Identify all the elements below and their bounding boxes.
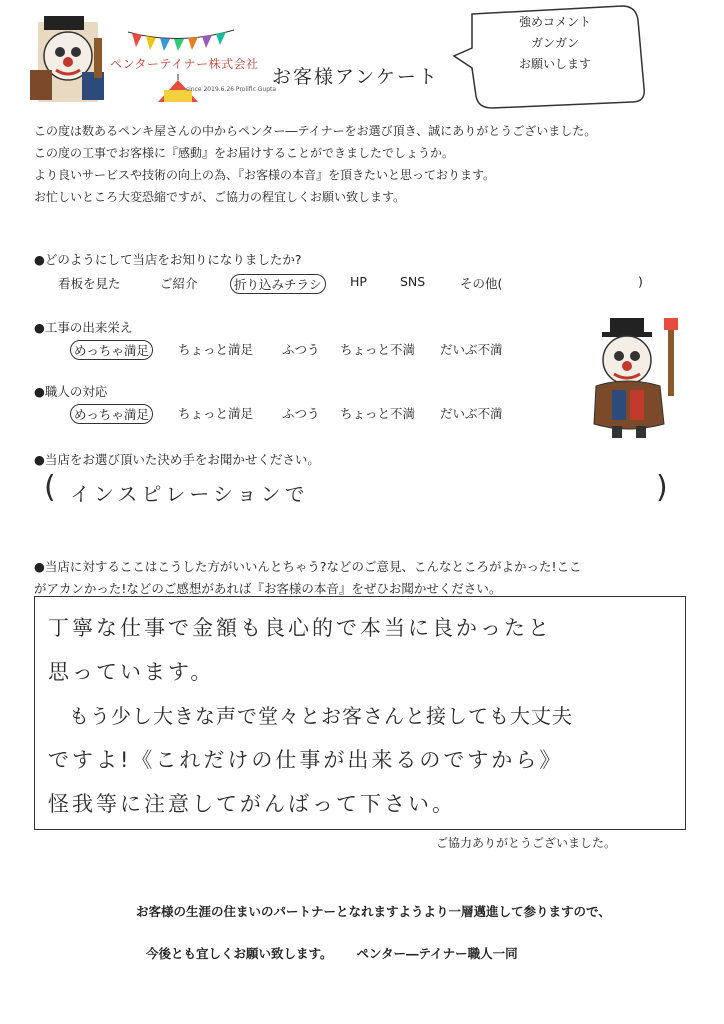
answer-line: ですよ!《これだけの仕事が出来るのですから》	[48, 748, 564, 772]
page-title: お客様アンケート	[272, 66, 439, 88]
answer-line: 怪我等に注意してがんばって下さい。	[48, 792, 456, 816]
option-other-close: )	[638, 274, 643, 289]
footer-signature: ペンター―テイナー職人一同	[356, 946, 518, 961]
footer-line: お客様の生涯の住まいのパートナーとなれますようより一層邁進して参りますので、	[136, 904, 611, 919]
option-somewhat-unsatisfied[interactable]: ちょっと不満	[340, 342, 416, 357]
option-very-satisfied-selected[interactable]: めっちゃ満足	[70, 404, 153, 424]
bunting-flags-icon	[128, 30, 234, 51]
brand-name: ペンターテイナー株式会社	[110, 57, 259, 71]
answer-line: 思っています。	[48, 660, 215, 684]
thanks-text: ご協力ありがとうございました。	[436, 836, 617, 850]
option-very-unsatisfied[interactable]: だいぶ不満	[440, 406, 503, 421]
option-somewhat-unsatisfied[interactable]: ちょっと不満	[340, 406, 416, 421]
answer-open-paren: (	[44, 470, 56, 505]
answer-deciding-factor[interactable]: インスピレーションで	[70, 482, 309, 506]
intro-line: この度は数あるペンキ屋さんの中からペンター―テイナーをお選び頂き、誠にありがとうございました。	[34, 124, 597, 138]
clown-mascot-icon	[582, 316, 692, 440]
bubble-line: お願いします	[518, 57, 591, 71]
option-sns[interactable]: SNS	[400, 274, 426, 289]
option-neutral[interactable]: ふつう	[282, 342, 320, 357]
option-somewhat-satisfied[interactable]: ちょっと満足	[178, 342, 254, 357]
option-signboard[interactable]: 看板を見た	[58, 276, 121, 291]
question-deciding-factor: ●当店をお選び頂いた決め手をお聞かせください。	[34, 452, 320, 467]
opinion-answer-text	[48, 606, 678, 826]
answer-line: 丁寧な仕事で金額も良心的で本当に良かったと	[48, 616, 552, 640]
footer-line	[146, 944, 518, 962]
intro-line: お忙しいところ大変恐縮ですが、ご協力の程宜しくお願い致します。	[34, 190, 406, 204]
option-neutral[interactable]: ふつう	[282, 406, 320, 421]
since-text: since 2019.6.26 Prolific Gupta	[186, 86, 277, 93]
answer-line: もう少し大きな声で堂々とお客さんと接しても大丈夫	[48, 704, 573, 728]
option-very-satisfied-selected[interactable]: めっちゃ満足	[70, 340, 153, 360]
option-very-unsatisfied[interactable]: だいぶ不満	[440, 342, 503, 357]
question-opinion-line: がアカンかった!などのご感想があれば『お客様の本音』をぜひお聞かせください。	[34, 581, 502, 596]
intro-line: この度の工事でお客様に『感動』をお届けすることができましたでしょうか。	[34, 146, 455, 160]
bubble-text	[500, 12, 610, 75]
options-how-found	[0, 274, 724, 294]
footer-greeting: 今後とも宜しくお願い致します。	[146, 946, 333, 961]
answer-close-paren: )	[656, 470, 668, 505]
option-flyer-selected[interactable]: 折り込みチラシ	[230, 274, 326, 294]
question-opinion-line: ●当店に対するここはこうした方がいいんとちゃう?などのご意見、こんなところがよかった!ここ	[34, 559, 582, 574]
question-workmanship: ●工事の出来栄え	[34, 320, 133, 335]
option-referral[interactable]: ご紹介	[160, 276, 198, 291]
option-somewhat-satisfied[interactable]: ちょっと満足	[178, 406, 254, 421]
question-staff: ●職人の対応	[34, 384, 108, 399]
bubble-line: ガンガン	[530, 36, 579, 50]
option-other[interactable]: その他(	[460, 276, 503, 291]
question-opinion	[34, 556, 704, 600]
intro-paragraph	[34, 120, 704, 208]
question-how-found: ●どのようにして当店をお知りになりましたか?	[34, 252, 302, 267]
option-hp[interactable]: HP	[350, 274, 367, 289]
bubble-line: 強めコメント	[518, 15, 591, 29]
intro-line: より良いサービスや技術の向上の為、『お客様の本音』を頂きたいと思っております。	[34, 168, 496, 182]
